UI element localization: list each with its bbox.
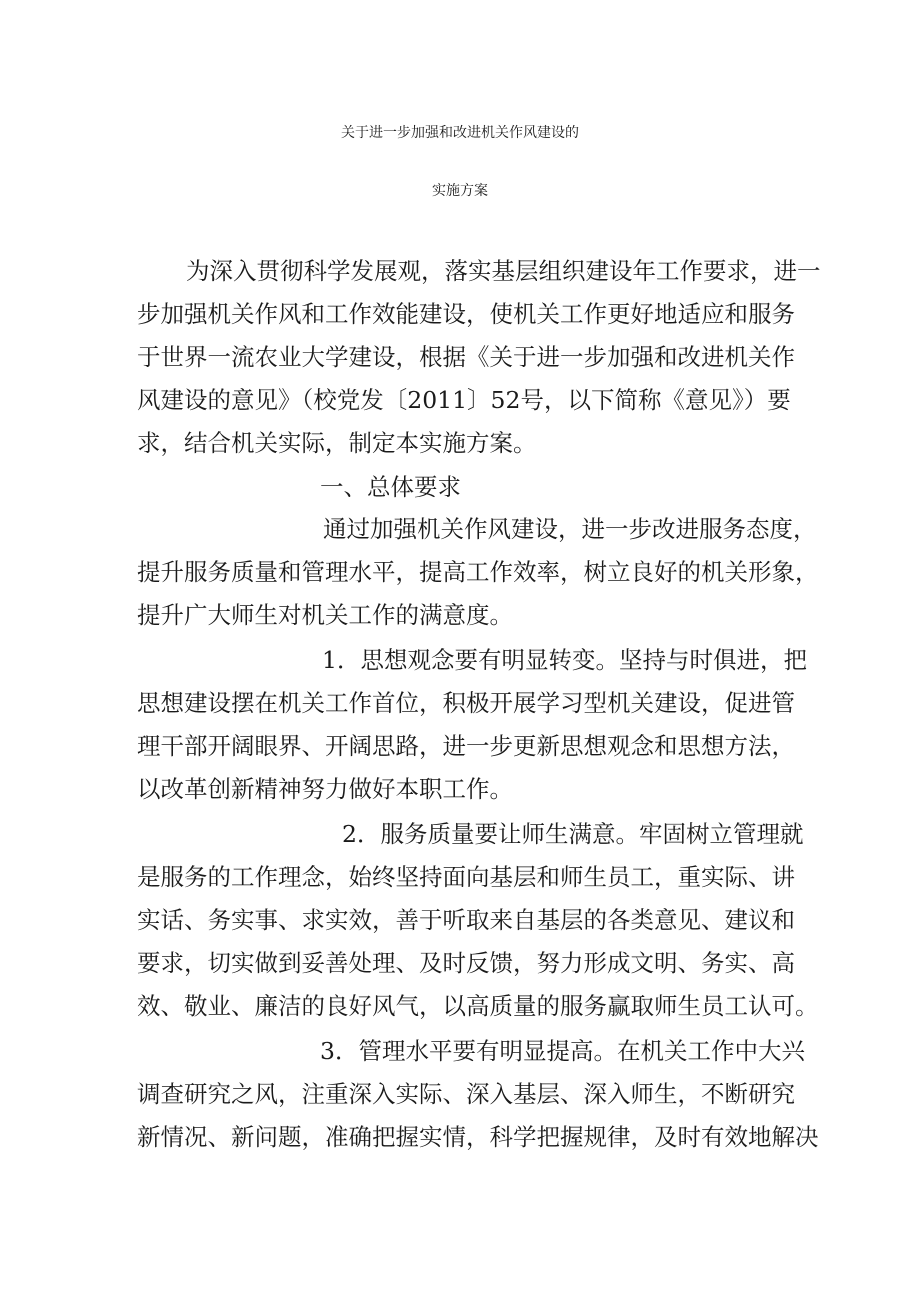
- item-line: 是服务的工作理念，始终坚持面向基层和师生员工，重实际、讲: [137, 863, 795, 891]
- document-title-line-1: 关于进一步加强和改进机关作风建设的: [341, 125, 579, 141]
- section-paragraph-line: 通过加强机关作风建设，进一步改进服务态度，: [323, 515, 817, 543]
- item-line: 实话、务实事、求实效，善于听取来自基层的各类意见、建议和: [137, 906, 795, 934]
- item-line: 思想建设摆在机关工作首位，积极开展学习型机关建设，促进管: [137, 689, 795, 717]
- item-line: 新情况、新问题，准确把握实情，科学把握规律，及时有效地解决: [137, 1123, 819, 1151]
- item-line: 效、敬业、廉洁的良好风气，以高质量的服务赢取师生员工认可。: [137, 992, 819, 1020]
- intro-line: 为深入贯彻科学发展观，落实基层组织建设年工作要求，进一: [186, 257, 821, 285]
- item-line: 调查研究之风，注重深入实际、深入基层、深入师生，不断研究: [137, 1080, 795, 1108]
- intro-line: 求，结合机关实际，制定本实施方案。: [137, 429, 537, 457]
- item-line: 3．管理水平要有明显提高。在机关工作中大兴: [320, 1037, 805, 1065]
- intro-line: 于世界一流农业大学建设，根据《关于进一步加强和改进机关作: [137, 343, 795, 371]
- item-line: 要求，切实做到妥善处理、及时反馈，努力形成文明、务实、高: [137, 949, 795, 977]
- item-line: 1．思想观念要有明显转变。坚持与时俱进，把: [322, 646, 807, 674]
- section-heading: 一、总体要求: [320, 473, 461, 501]
- item-line: 2．服务质量要让师生满意。牢固树立管理就: [342, 820, 804, 848]
- intro-line: 风建设的意见》（校党发〔2011〕52号，以下简称《意见》）要: [137, 386, 791, 414]
- item-line: 以改革创新精神努力做好本职工作。: [137, 775, 513, 803]
- document-title-line-2: 实施方案: [432, 183, 488, 199]
- section-paragraph-line: 提升服务质量和管理水平，提高工作效率，树立良好的机关形象，: [137, 558, 819, 586]
- section-paragraph-line: 提升广大师生对机关工作的满意度。: [137, 601, 513, 629]
- item-line: 理干部开阔眼界、开阔思路，进一步更新思想观念和思想方法，: [137, 732, 795, 760]
- intro-line: 步加强机关作风和工作效能建设，使机关工作更好地适应和服务: [137, 300, 795, 328]
